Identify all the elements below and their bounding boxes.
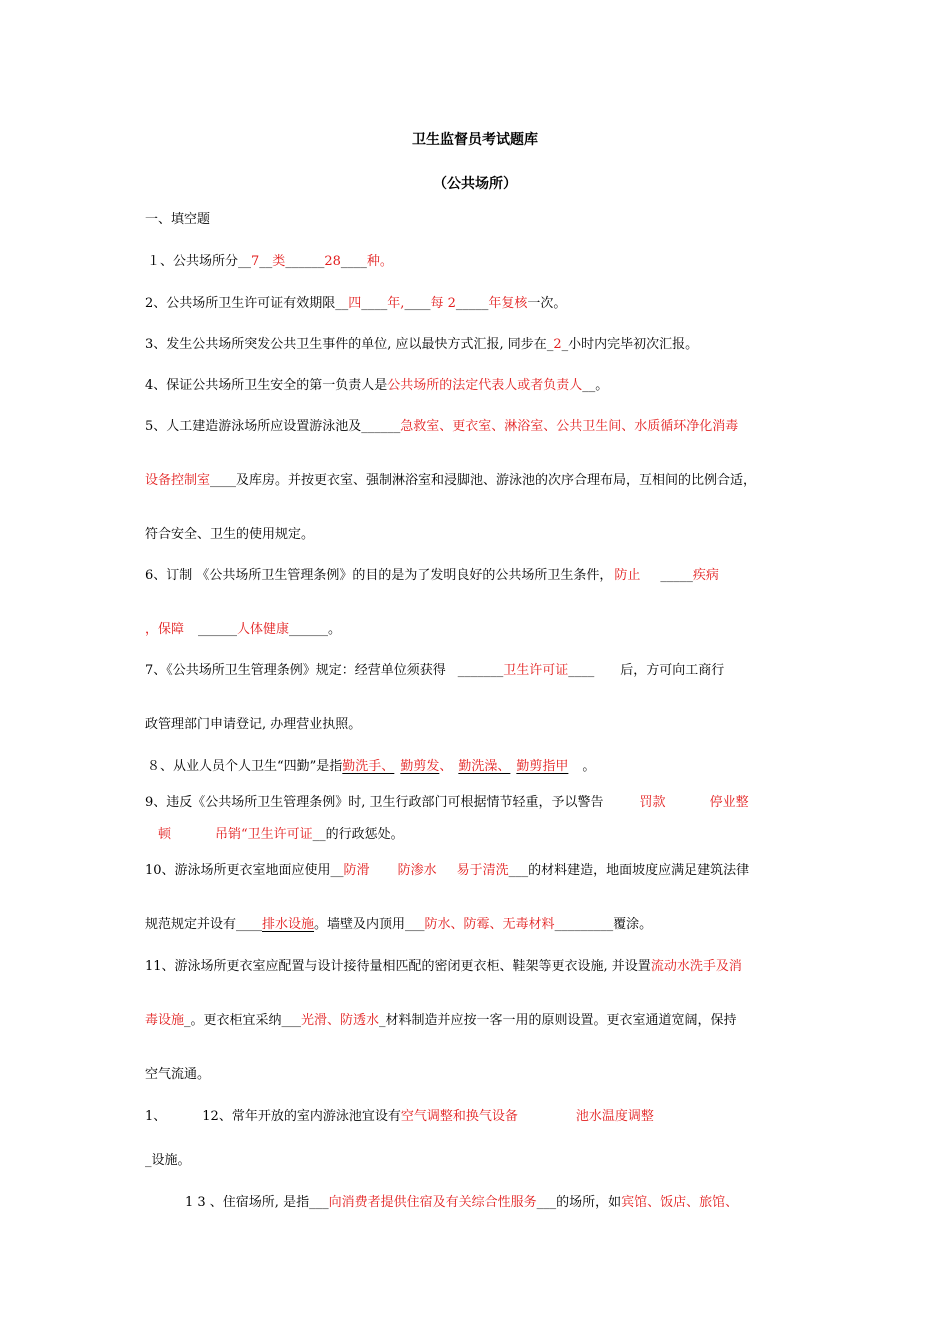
answer: 勤剪指甲 [516, 759, 569, 774]
answer: 类 [272, 254, 286, 269]
question-12-line-2: _设施。 [145, 1153, 191, 1168]
question-1: １、公共场所分__7__类______28____种。 [147, 254, 393, 269]
answer: 公共场所的法定代表人或者负责人 [387, 378, 583, 393]
answer: 种。 [366, 254, 393, 269]
answer: 防渗水 [397, 863, 437, 878]
answer: 吊销“卫生许可证 [215, 827, 313, 842]
answer: 2 [553, 337, 562, 352]
answer: 勤剪发 [400, 759, 440, 774]
question-7-line-2: 政管理部门申请登记, 办理营业执照。 [145, 717, 362, 732]
answer: 防止 [614, 568, 641, 583]
answer: 光滑、防透水 [301, 1013, 380, 1028]
answer: 勤洗手、 [342, 759, 395, 774]
document-subtitle: （公共场所） [433, 176, 517, 192]
answer: 勤洗澡、 [458, 759, 511, 774]
question-7: 7、《公共场所卫生管理条例》规定：经营单位须获得 _______卫生许可证____ 后，方可向工商行 [145, 663, 725, 678]
answer: 池水温度调整 [575, 1109, 654, 1124]
answer: 流动水洗手及消 [650, 959, 742, 974]
answer: 防水、防霉、无毒材料 [424, 917, 555, 932]
answer: 急救室、更衣室、淋浴室、公共卫生间、水质循环净化消毒 [400, 419, 739, 434]
answer: 向消费者提供住宿及有关综合性服务 [328, 1195, 537, 1210]
list-number: 1、 [145, 1109, 167, 1124]
answer: 停业整 [709, 795, 749, 810]
question-6-line-2: ，保障 ______人体健康______。 [145, 622, 342, 637]
question-13: 1 3 、住宿场所, 是指___向消费者提供住宿及有关综合性服务___的场所，如宾馆、饭店、旅馆、 [185, 1195, 739, 1210]
question-9: 9、违反《公共场所卫生管理条例》时, 卫生行政部门可根据情节轻重，予以警告 罚款 停业整 [145, 795, 749, 810]
answer: 年复核 [488, 296, 528, 311]
answer: 卫生许可证 [503, 663, 569, 678]
answer: 易于清洗 [456, 863, 509, 878]
answer: 毒设施 [145, 1013, 185, 1028]
section-heading: 一、填空题 [145, 212, 211, 227]
answer: 排水设施 [262, 917, 315, 932]
question-5-line-2: 设备控制室____及库房。并按更衣室、强制淋浴室和浸脚池、游泳池的次序合理布局，互相间的比例合适， [145, 473, 757, 488]
question-6: 6、订制 《公共场所卫生管理条例》的目的是为了发明良好的公共场所卫生条件， 防止 _____疾病 [145, 568, 719, 583]
question-3: 3、发生公共场所突发公共卫生事件的单位, 应以最快方式汇报, 同步在_2_小时内完毕初次汇报。 [145, 337, 699, 352]
answer: 防滑 [343, 863, 370, 878]
answer: 疾病 [692, 568, 719, 583]
answer: 顿 [158, 827, 172, 842]
question-11-line-2: 毒设施_。更衣柜宜采纳___光滑、防透水_材料制造并应按一客一用的原则设置。更衣室通道宽阔，保持 [145, 1013, 737, 1028]
answer: 年, [387, 296, 405, 311]
answer: 28 [324, 254, 341, 269]
question-4: 4、保证公共场所卫生安全的第一负责人是公共场所的法定代表人或者负责人__。 [145, 378, 609, 393]
answer: ，保障 [145, 622, 185, 637]
question-11-line-3: 空气流通。 [145, 1067, 211, 1082]
question-5: 5、人工建造游泳场所应设置游泳池及______急救室、更衣室、淋浴室、公共卫生间、水质循环净化消毒 [145, 419, 739, 434]
answer: 罚款 [639, 795, 666, 810]
question-9-line-2: 顿 吊销“卫生许可证__的行政惩处。 [158, 827, 404, 842]
answer: 每 2 [430, 296, 456, 311]
question-2: 2、公共场所卫生许可证有效期限__四____年,____每 2_____年复核一次。 [145, 296, 567, 311]
answer: 人体健康 [237, 622, 290, 637]
question-11: 11、游泳场所更衣室应配置与设计接待量相匹配的密闭更衣柜、鞋架等更衣设施, 并设置流动水洗手及消 [145, 959, 742, 974]
question-12: 1、 12、常年开放的室内游泳池宜设有空气调整和换气设备 池水温度调整 [145, 1109, 654, 1124]
question-8: ８、从业人员个人卫生“四勤”是指勤洗手、 勤剪发、 勤洗澡、 勤剪指甲 。 [147, 759, 596, 774]
answer: 四 [348, 296, 362, 311]
answer: 宾馆、饭店、旅馆、 [621, 1195, 739, 1210]
answer: 空气调整和换气设备 [400, 1109, 518, 1124]
answer: 设备控制室 [145, 473, 211, 488]
document-title: 卫生监督员考试题库 [412, 132, 538, 148]
question-10-line-2: 规范规定并设有____排水设施。墙壁及内顶用___防水、防霉、无毒材料_________覆涂。 [145, 917, 653, 932]
answer: 7 [251, 254, 260, 269]
question-5-line-3: 符合安全、卫生的使用规定。 [145, 527, 315, 542]
question-10: 10、游泳场所更衣室地面应使用__防滑 防渗水 易于清洗___的材料建造，地面坡度应满足建筑法律 [145, 863, 750, 878]
